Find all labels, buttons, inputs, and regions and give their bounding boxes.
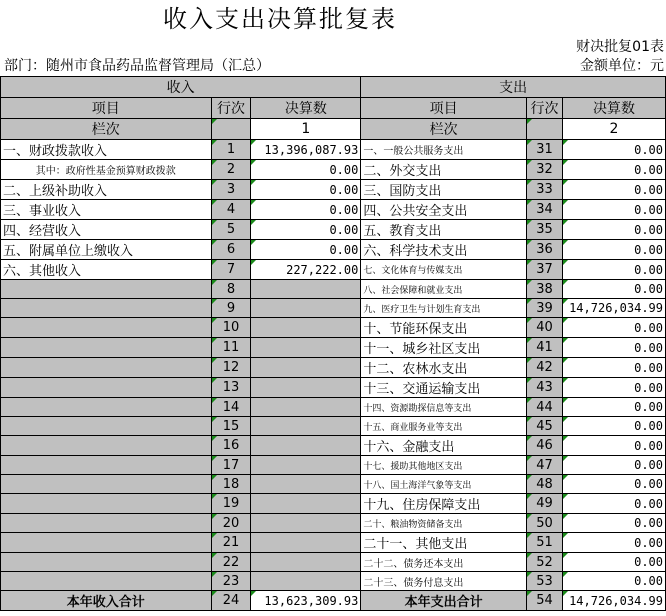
income-item-header: 项目 bbox=[1, 98, 212, 119]
income-amount: 0.00 bbox=[251, 200, 361, 220]
income-item bbox=[1, 358, 212, 378]
income-amount bbox=[251, 280, 361, 299]
income-row-no: 14 bbox=[211, 398, 251, 417]
income-item bbox=[1, 456, 212, 475]
expense-row-no: 50 bbox=[527, 514, 563, 533]
report-title: 收入支出决算批复表 bbox=[163, 5, 397, 33]
expense-row-no: 53 bbox=[527, 572, 563, 591]
income-row-no: 16 bbox=[211, 436, 251, 456]
expense-row-no: 44 bbox=[527, 398, 563, 417]
income-amount: 227,222.00 bbox=[251, 260, 361, 280]
table-row bbox=[1, 299, 666, 318]
form-number: 财决批复01表 bbox=[576, 39, 664, 55]
expense-amount: 0.00 bbox=[562, 358, 665, 378]
expense-item: 十、节能环保支出 bbox=[361, 318, 527, 338]
income-row-no: 15 bbox=[211, 417, 251, 436]
income-amount bbox=[251, 475, 361, 494]
expense-row-no: 33 bbox=[527, 180, 563, 200]
table-row bbox=[1, 456, 666, 475]
table-row bbox=[1, 514, 666, 533]
income-row-no: 19 bbox=[211, 494, 251, 514]
expense-row-no: 52 bbox=[527, 553, 563, 572]
expense-row-no: 39 bbox=[527, 299, 563, 318]
income-item bbox=[1, 280, 212, 299]
expense-amount: 14,726,034.99 bbox=[562, 299, 665, 318]
income-item: 二、上级补助收入 bbox=[1, 180, 212, 200]
income-row-no: 12 bbox=[211, 358, 251, 378]
income-amount: 13,396,087.93 bbox=[251, 140, 361, 160]
expense-item: 六、科学技术支出 bbox=[361, 240, 527, 260]
expense-item: 十三、交通运输支出 bbox=[361, 378, 527, 398]
unit-label: 金额单位：元 bbox=[580, 58, 664, 74]
income-row-no: 23 bbox=[211, 572, 251, 591]
expense-item: 十五、商业服务业等支出 bbox=[361, 417, 527, 436]
income-item: 四、经营收入 bbox=[1, 220, 212, 240]
table-row bbox=[1, 358, 666, 378]
income-item bbox=[1, 378, 212, 398]
expense-header: 支出 bbox=[361, 77, 666, 98]
income-column-blank bbox=[211, 119, 251, 140]
income-item bbox=[1, 398, 212, 417]
expense-amount: 0.00 bbox=[562, 514, 665, 533]
table-row bbox=[1, 572, 666, 591]
expense-item: 四、公共安全支出 bbox=[361, 200, 527, 220]
income-item bbox=[1, 318, 212, 338]
expense-item: 二、外交支出 bbox=[361, 160, 527, 180]
income-total-amount: 13,623,309.93 bbox=[251, 591, 361, 611]
table-row bbox=[1, 378, 666, 398]
expense-item: 七、文化体育与传媒支出 bbox=[361, 260, 527, 280]
table-row bbox=[1, 200, 666, 220]
expense-row-no: 49 bbox=[527, 494, 563, 514]
income-row-no: 20 bbox=[211, 514, 251, 533]
income-row-no: 8 bbox=[211, 280, 251, 299]
expense-row-no: 48 bbox=[527, 475, 563, 494]
income-amount: 0.00 bbox=[251, 240, 361, 260]
income-amount: 0.00 bbox=[251, 220, 361, 240]
income-amount bbox=[251, 533, 361, 553]
expense-item: 一、一般公共服务支出 bbox=[361, 140, 527, 160]
table-row bbox=[1, 494, 666, 514]
expense-column-label: 栏次 bbox=[361, 119, 527, 140]
expense-amount: 0.00 bbox=[562, 475, 665, 494]
table-row bbox=[1, 220, 666, 240]
expense-amount: 0.00 bbox=[562, 140, 665, 160]
expense-row-no: 43 bbox=[527, 378, 563, 398]
expense-amount: 0.00 bbox=[562, 220, 665, 240]
expense-item: 二十三、债务付息支出 bbox=[361, 572, 527, 591]
income-row-no: 17 bbox=[211, 456, 251, 475]
expense-amount: 0.00 bbox=[562, 398, 665, 417]
expense-item: 十二、农林水支出 bbox=[361, 358, 527, 378]
expense-item: 十四、资源勘探信息等支出 bbox=[361, 398, 527, 417]
expense-amount: 0.00 bbox=[562, 260, 665, 280]
expense-amount: 0.00 bbox=[562, 436, 665, 456]
expense-amount: 0.00 bbox=[562, 240, 665, 260]
table-row bbox=[1, 398, 666, 417]
expense-item: 二十二、债务还本支出 bbox=[361, 553, 527, 572]
table-row bbox=[1, 260, 666, 280]
income-item bbox=[1, 514, 212, 533]
expense-item: 十六、金融支出 bbox=[361, 436, 527, 456]
income-item: 三、事业收入 bbox=[1, 200, 212, 220]
income-amount bbox=[251, 318, 361, 338]
income-amount bbox=[251, 378, 361, 398]
expense-amount: 0.00 bbox=[562, 533, 665, 553]
income-row-no: 22 bbox=[211, 553, 251, 572]
income-total-row-no: 24 bbox=[211, 591, 251, 611]
income-item bbox=[1, 475, 212, 494]
expense-item: 十九、住房保障支出 bbox=[361, 494, 527, 514]
income-amount bbox=[251, 514, 361, 533]
income-amount bbox=[251, 299, 361, 318]
expense-amount: 0.00 bbox=[562, 280, 665, 299]
expense-total-amount: 14,726,034.99 bbox=[562, 591, 665, 611]
income-amount bbox=[251, 398, 361, 417]
expense-row-no: 45 bbox=[527, 417, 563, 436]
income-item: 一、财政拨款收入 bbox=[1, 140, 212, 160]
department-label: 部门：随州市食品药品监督管理局（汇总） bbox=[4, 58, 270, 74]
table-row bbox=[1, 240, 666, 260]
expense-amount: 0.00 bbox=[562, 378, 665, 398]
income-row-no: 6 bbox=[211, 240, 251, 260]
income-header: 收入 bbox=[1, 77, 361, 98]
income-amount bbox=[251, 358, 361, 378]
income-row-no: 1 bbox=[211, 140, 251, 160]
expense-rowno-header: 行次 bbox=[527, 98, 563, 119]
income-amount bbox=[251, 572, 361, 591]
income-item bbox=[1, 338, 212, 358]
expense-amount: 0.00 bbox=[562, 553, 665, 572]
income-item bbox=[1, 553, 212, 572]
income-row-no: 2 bbox=[211, 160, 251, 180]
income-amount: 0.00 bbox=[251, 160, 361, 180]
income-row-no: 4 bbox=[211, 200, 251, 220]
income-column-number: 1 bbox=[251, 119, 361, 140]
income-row-no: 7 bbox=[211, 260, 251, 280]
expense-amount: 0.00 bbox=[562, 160, 665, 180]
income-amount: 0.00 bbox=[251, 180, 361, 200]
income-amount bbox=[251, 456, 361, 475]
income-amount bbox=[251, 338, 361, 358]
expense-total-row-no: 54 bbox=[527, 591, 563, 611]
expense-row-no: 40 bbox=[527, 318, 563, 338]
income-row-no: 3 bbox=[211, 180, 251, 200]
expense-row-no: 47 bbox=[527, 456, 563, 475]
expense-amount: 0.00 bbox=[562, 318, 665, 338]
expense-row-no: 38 bbox=[527, 280, 563, 299]
expense-amount: 0.00 bbox=[562, 338, 665, 358]
expense-item: 二十、粮油物资储备支出 bbox=[361, 514, 527, 533]
expense-item: 十一、城乡社区支出 bbox=[361, 338, 527, 358]
income-item: 六、其他收入 bbox=[1, 260, 212, 280]
expense-item: 九、医疗卫生与计划生育支出 bbox=[361, 299, 527, 318]
income-row-no: 11 bbox=[211, 338, 251, 358]
expense-item: 三、国防支出 bbox=[361, 180, 527, 200]
income-item bbox=[1, 417, 212, 436]
income-row-no: 13 bbox=[211, 378, 251, 398]
income-item bbox=[1, 572, 212, 591]
expense-amount: 0.00 bbox=[562, 417, 665, 436]
income-item bbox=[1, 494, 212, 514]
expense-row-no: 34 bbox=[527, 200, 563, 220]
income-amount-header: 决算数 bbox=[251, 98, 361, 119]
budget-table bbox=[0, 76, 666, 611]
totals-row bbox=[1, 591, 666, 611]
income-amount bbox=[251, 494, 361, 514]
table-row bbox=[1, 475, 666, 494]
expense-row-no: 51 bbox=[527, 533, 563, 553]
income-column-label: 栏次 bbox=[1, 119, 212, 140]
income-row-no: 5 bbox=[211, 220, 251, 240]
expense-column-number: 2 bbox=[562, 119, 665, 140]
expense-amount-header: 决算数 bbox=[562, 98, 665, 119]
table-row bbox=[1, 436, 666, 456]
expense-item: 八、社会保障和就业支出 bbox=[361, 280, 527, 299]
income-amount bbox=[251, 417, 361, 436]
income-total-label: 本年收入合计 bbox=[1, 591, 212, 611]
income-item: 五、附属单位上缴收入 bbox=[1, 240, 212, 260]
income-row-no: 18 bbox=[211, 475, 251, 494]
expense-row-no: 36 bbox=[527, 240, 563, 260]
expense-item-header: 项目 bbox=[361, 98, 527, 119]
income-row-no: 9 bbox=[211, 299, 251, 318]
income-rowno-header: 行次 bbox=[211, 98, 251, 119]
income-item bbox=[1, 299, 212, 318]
table-row bbox=[1, 140, 666, 160]
income-amount bbox=[251, 436, 361, 456]
expense-amount: 0.00 bbox=[562, 180, 665, 200]
table-row bbox=[1, 417, 666, 436]
expense-amount: 0.00 bbox=[562, 572, 665, 591]
income-item: 其中：政府性基金预算财政拨款 bbox=[1, 160, 212, 180]
income-item bbox=[1, 436, 212, 456]
expense-amount: 0.00 bbox=[562, 456, 665, 475]
income-row-no: 21 bbox=[211, 533, 251, 553]
expense-item: 十七、援助其他地区支出 bbox=[361, 456, 527, 475]
expense-row-no: 31 bbox=[527, 140, 563, 160]
expense-row-no: 35 bbox=[527, 220, 563, 240]
expense-item: 十八、国土海洋气象等支出 bbox=[361, 475, 527, 494]
table-row bbox=[1, 160, 666, 180]
expense-total-label: 本年支出合计 bbox=[361, 591, 527, 611]
expense-amount: 0.00 bbox=[562, 200, 665, 220]
expense-row-no: 41 bbox=[527, 338, 563, 358]
expense-column-blank bbox=[527, 119, 563, 140]
expense-row-no: 37 bbox=[527, 260, 563, 280]
table-row bbox=[1, 533, 666, 553]
table-row bbox=[1, 553, 666, 572]
expense-row-no: 46 bbox=[527, 436, 563, 456]
expense-item: 二十一、其他支出 bbox=[361, 533, 527, 553]
table-row bbox=[1, 280, 666, 299]
expense-row-no: 42 bbox=[527, 358, 563, 378]
expense-item: 五、教育支出 bbox=[361, 220, 527, 240]
income-amount bbox=[251, 553, 361, 572]
table-row bbox=[1, 338, 666, 358]
table-row bbox=[1, 318, 666, 338]
expense-row-no: 32 bbox=[527, 160, 563, 180]
income-row-no: 10 bbox=[211, 318, 251, 338]
expense-amount: 0.00 bbox=[562, 494, 665, 514]
income-item bbox=[1, 533, 212, 553]
table-row bbox=[1, 180, 666, 200]
